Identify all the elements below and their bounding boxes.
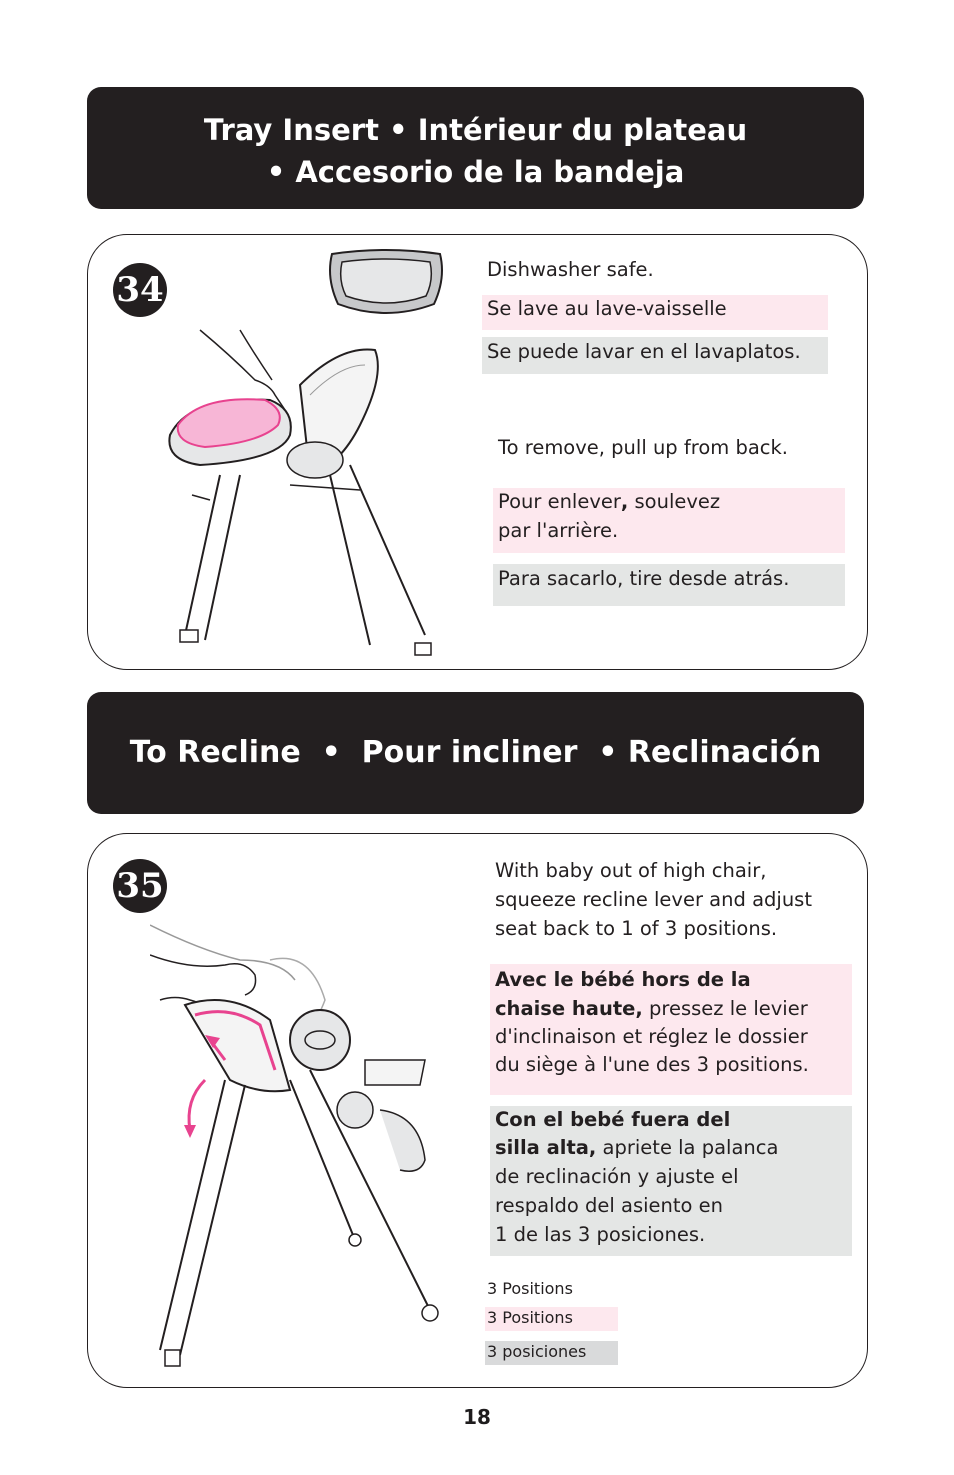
recline-es-line2: silla alta, apriete la palanca xyxy=(495,1136,779,1159)
header-recline-title: To Recline • Pour incliner • Reclinación xyxy=(129,735,822,770)
section-header-recline xyxy=(87,692,864,814)
step-number-badge: 35 xyxy=(113,859,167,913)
recline-es-line3: de reclinación y ajuste el xyxy=(495,1165,739,1188)
header-line-2: • Accesorio de la bandeja xyxy=(266,155,685,189)
dishwasher-safe-es: Se puede lavar en el lavaplatos. xyxy=(487,340,801,363)
recline-fr-line3: d'inclinaison et réglez le dossier xyxy=(495,1025,808,1048)
positions-label-es: 3 posiciones xyxy=(487,1342,587,1361)
positions-label-fr: 3 Positions xyxy=(487,1308,573,1327)
tray-insert-illustration xyxy=(322,248,450,320)
step-number-badge: 34 xyxy=(113,263,167,317)
remove-instruction-fr-line2: par l'arrière. xyxy=(498,519,619,542)
high-chair-recline-illustration xyxy=(150,920,450,1375)
dishwasher-safe-en: Dishwasher safe. xyxy=(487,258,654,281)
remove-instruction-fr-line1: Pour enlever, soulevez xyxy=(498,490,721,513)
recline-es-line1: Con el bebé fuera del xyxy=(495,1108,731,1131)
remove-instruction-es: Para sacarlo, tire desde atrás. xyxy=(498,567,790,590)
recline-en-line2: squeeze recline lever and adjust xyxy=(495,888,812,911)
recline-en-line3: seat back to 1 of 3 positions. xyxy=(495,917,778,940)
recline-fr-line2: chaise haute, pressez le levier xyxy=(495,997,808,1020)
recline-es-line4: respaldo del asiento en xyxy=(495,1194,724,1217)
page-number: 18 xyxy=(463,1405,491,1429)
header-line-1: Tray Insert • Intérieur du plateau xyxy=(203,113,748,147)
recline-fr-line4: du siège à l'une des 3 positions. xyxy=(495,1053,809,1076)
remove-instruction-en: To remove, pull up from back. xyxy=(498,436,788,459)
recline-es-line5: 1 de las 3 posiciones. xyxy=(495,1223,706,1246)
dishwasher-safe-fr: Se lave au lave-vaisselle xyxy=(487,297,727,320)
positions-label-en: 3 Positions xyxy=(487,1279,573,1298)
recline-en-line1: With baby out of high chair, xyxy=(495,859,767,882)
recline-fr-line1: Avec le bébé hors de la xyxy=(495,968,751,991)
high-chair-tray-illustration xyxy=(160,325,450,660)
section-header-tray-insert xyxy=(87,87,864,209)
